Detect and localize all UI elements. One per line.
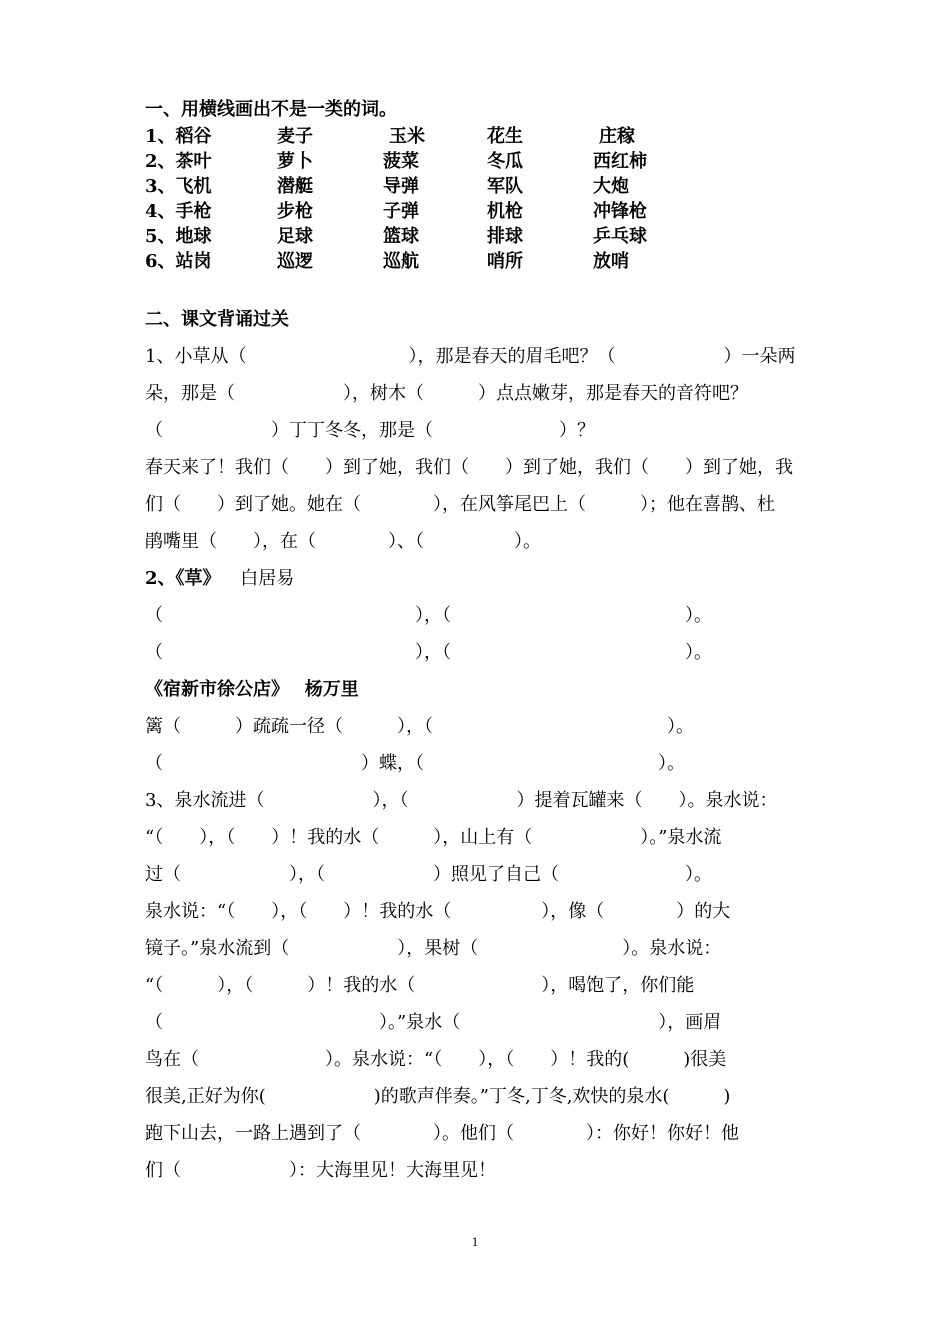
word-cell: 菠菜 <box>383 151 419 172</box>
word-cell: 3、飞机 <box>145 176 212 197</box>
word-cell: 军队 <box>487 176 523 197</box>
word-row <box>145 174 810 199</box>
word-cell: 庄稼 <box>599 126 635 147</box>
word-cell: 4、手枪 <box>145 201 212 222</box>
word-cell: 冲锋枪 <box>593 201 647 222</box>
word-cell: 1、稻谷 <box>145 126 212 147</box>
text-line: 鹃嘴里（ ），在（ ）、（ ）。 <box>145 531 541 552</box>
poem-line: （ ），（ ）。 <box>145 605 712 626</box>
poem-title: 《宿新市徐公店》 <box>145 679 289 700</box>
text-line: （ ）。”泉水（ ），画眉 <box>145 1012 722 1033</box>
word-row <box>145 124 810 149</box>
text-line: 鸟在（ ）。泉水说：“（ ），（ ）！我的( )很美 <box>145 1049 727 1070</box>
word-cell: 机枪 <box>487 201 523 222</box>
spring-water-passage <box>145 782 810 1189</box>
word-row <box>145 149 810 174</box>
word-cell: 子弹 <box>383 201 419 222</box>
text-line: 3、泉水流进（ ），（ ）提着瓦罐来（ ）。泉水说： <box>145 790 778 811</box>
word-row <box>145 224 810 249</box>
word-cell: 西红柿 <box>593 151 647 172</box>
poem-line: 篱（ ）疏疏一径（ ），（ ）。 <box>145 716 694 737</box>
poem-heading <box>145 560 810 597</box>
word-row <box>145 249 810 274</box>
word-cell: 导弹 <box>383 176 419 197</box>
word-cell: 冬瓜 <box>487 151 523 172</box>
section1-title: 一、用横线画出不是一类的词。 <box>145 99 397 120</box>
word-cell: 5、地球 <box>145 226 212 247</box>
word-cell: 足球 <box>277 226 313 247</box>
word-cell: 放哨 <box>593 251 629 272</box>
word-cell: 花生 <box>487 126 523 147</box>
word-cell: 玉米 <box>389 126 425 147</box>
word-cell: 麦子 <box>277 126 313 147</box>
text-line: 很美,正好为你( )的歌声伴奏。”丁冬,丁冬,欢快的泉水( ) <box>145 1086 731 1107</box>
poem-author: 白居易 <box>240 568 295 589</box>
word-cell: 篮球 <box>383 226 419 247</box>
page-number: 1 <box>471 1234 479 1249</box>
text-line: “（ ），（ ）！我的水（ ），山上有（ ）。”泉水流 <box>145 827 722 848</box>
worksheet-page <box>145 96 810 1189</box>
text-line: 春天来了！我们（ ）到了她，我们（ ）到了她，我们（ ）到了她，我 <box>145 457 793 478</box>
word-cell: 6、站岗 <box>145 251 212 272</box>
text-line: （ ）丁丁冬冬，那是（ ）？ <box>145 420 595 441</box>
word-row <box>145 199 810 224</box>
word-cell: 巡航 <box>383 251 419 272</box>
word-cell: 排球 <box>487 226 523 247</box>
word-grid <box>145 124 810 274</box>
word-cell: 步枪 <box>277 201 313 222</box>
text-line: “（ ），（ ）！我的水（ ），喝饱了，你们能 <box>145 975 695 996</box>
word-cell: 萝卜 <box>277 151 313 172</box>
word-cell: 巡逻 <box>277 251 313 272</box>
poem-line: （ ），（ ）。 <box>145 642 712 663</box>
text-line: 镜子。”泉水流到（ ），果树（ ）。泉水说： <box>145 938 722 959</box>
text-line: 泉水说：“（ ），（ ）！我的水（ ），像（ ）的大 <box>145 901 731 922</box>
word-cell: 潜艇 <box>277 176 313 197</box>
word-cell: 2、茶叶 <box>145 151 212 172</box>
text-line: 朵，那是（ ），树木（ ）点点嫩芽，那是春天的音符吧？ <box>145 383 748 404</box>
text-line: 们（ ）：大海里见！大海里见！ <box>145 1160 496 1181</box>
poem-author: 杨万里 <box>304 679 359 700</box>
word-cell: 大炮 <box>593 176 629 197</box>
text-line: 们（ ）到了她。她在（ ），在风筝尾巴上（ ）；他在喜鹊、杜 <box>145 494 775 515</box>
poem-heading <box>145 671 810 708</box>
text-line: 过（ ），（ ）照见了自己（ ）。 <box>145 864 712 885</box>
text-line: 1、小草从（ ），那是春天的眉毛吧？（ ）一朵两 <box>145 346 796 367</box>
poem-title: 2、《草》 <box>145 568 221 589</box>
poem-line: （ ）蝶，（ ）。 <box>145 753 685 774</box>
section2-title: 二、课文背诵过关 <box>145 309 289 330</box>
text-line: 跑下山去，一路上遇到了（ ）。他们（ ）：你好！你好！他 <box>145 1123 739 1144</box>
spring-passage <box>145 338 810 560</box>
word-cell: 哨所 <box>487 251 523 272</box>
word-cell: 乒乓球 <box>593 226 647 247</box>
